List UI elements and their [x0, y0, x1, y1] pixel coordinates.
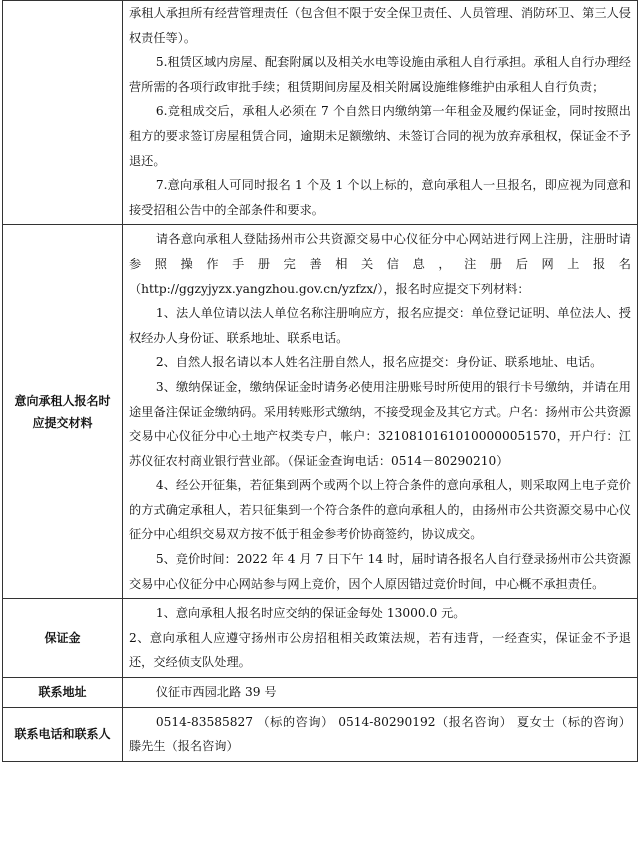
address-label: 联系地址: [3, 678, 123, 708]
materials-paragraph: 1、法人单位请以法人单位名称注册响应方，报名应提交：单位登记证明、单位法人、授权经办人身份证、联系地址、联系电话。: [129, 306, 631, 345]
contact-row: [3, 707, 638, 761]
address-value: 仪征市西园北路 39 号: [123, 678, 638, 708]
address-row: [3, 678, 638, 708]
deposit-content-cell: [123, 599, 638, 678]
terms-line: 7.意向承租人可同时报名 1 个及 1 个以上标的，意向承租人一旦报名，即应视为同意和接受招租公告中的全部条件和要求。: [129, 178, 631, 217]
terms-line: 6.竞租成交后，承租人必须在 7 个自然日内缴纳第一年租金及履约保证金，同时按照出租方的要求签订房屋租赁合同，逾期未足额缴纳、未签订合同的视为放弃承租权，保证金不予退还。: [129, 104, 631, 168]
deposit-line: 1、意向承租人报名时应交纳的保证金每处 13000.0 元。: [155, 606, 466, 621]
terms-row: [3, 1, 638, 225]
materials-label: 意向承租人报名时 应提交材料: [3, 225, 123, 599]
deposit-line: 2、意向承租人应遵守扬州市公房招租相关政策法规，若有违背，一经查实，保证金不予退还，交经侦支队处理。: [129, 630, 631, 670]
terms-line: 承租人承担所有经营管理责任（包含但不限于安全保卫责任、人员管理、消防环卫、第三人侵权责任等）。: [129, 6, 631, 45]
terms-label-cell: [3, 1, 123, 225]
contact-value: 0514-83585827 （标的咨询） 0514-80290192（报名咨询） 夏女士（标的咨询） 滕先生（报名咨询）: [123, 707, 638, 761]
materials-paragraph: 请各意向承租人登陆扬州市公共资源交易中心仪征分中心网站进行网上注册，注册时请参照操作手册完善相关信息，注册后网上报名（http://ggzyjyzx.yangzhou.gov.cn/yzfzx/），报名时应提交下列材料：: [129, 232, 631, 296]
terms-line: 5.租赁区域内房屋、配套附属以及相关水电等设施由承租人自行承担。承租人自行办理经营所需的各项行政审批手续；租赁期间房屋及相关附属设施维修维护由承租人自行负责；: [129, 55, 631, 94]
contact-label: 联系电话和联系人: [3, 707, 123, 761]
materials-row: [3, 225, 638, 599]
deposit-row: [3, 599, 638, 678]
materials-content-cell: [123, 225, 638, 599]
materials-paragraph: 5、竞价时间：2022 年 4 月 7 日下午 14 时，届时请各报名人自行登录扬州市公共资源交易中心仪征分中心网站参与网上竞价，因个人原因错过竞价时间，中心概不承担责任。: [129, 552, 631, 591]
materials-paragraph: 3、缴纳保证金，缴纳保证金时请务必使用注册账号时所使用的银行卡号缴纳，并请在用途里备注保证金缴纳码。采用转账形式缴纳，不接受现金及其它方式。户名：扬州市公共资源交易中心仪征分中心土地产权类专户，帐户：32108101610100000051570，开户行：江苏仪征农村商业银行营业部。（保证金查询电话：0514－80290210）: [129, 379, 631, 468]
materials-paragraph: 2、自然人报名请以本人姓名注册自然人，报名应提交：身份证、联系地址、电话。: [155, 355, 603, 370]
notice-table: [2, 0, 638, 762]
materials-paragraph: 4、经公开征集，若征集到两个或两个以上符合条件的意向承租人，则采取网上电子竞价的方式确定承租人，若只征集到一个符合条件的意向承租人的，由扬州市公共资源交易中心仪征分中心组织交易双方按不低于租金参考价协商签约，协议成交。: [129, 478, 631, 542]
deposit-label: 保证金: [3, 599, 123, 678]
terms-content-cell: [123, 1, 638, 225]
